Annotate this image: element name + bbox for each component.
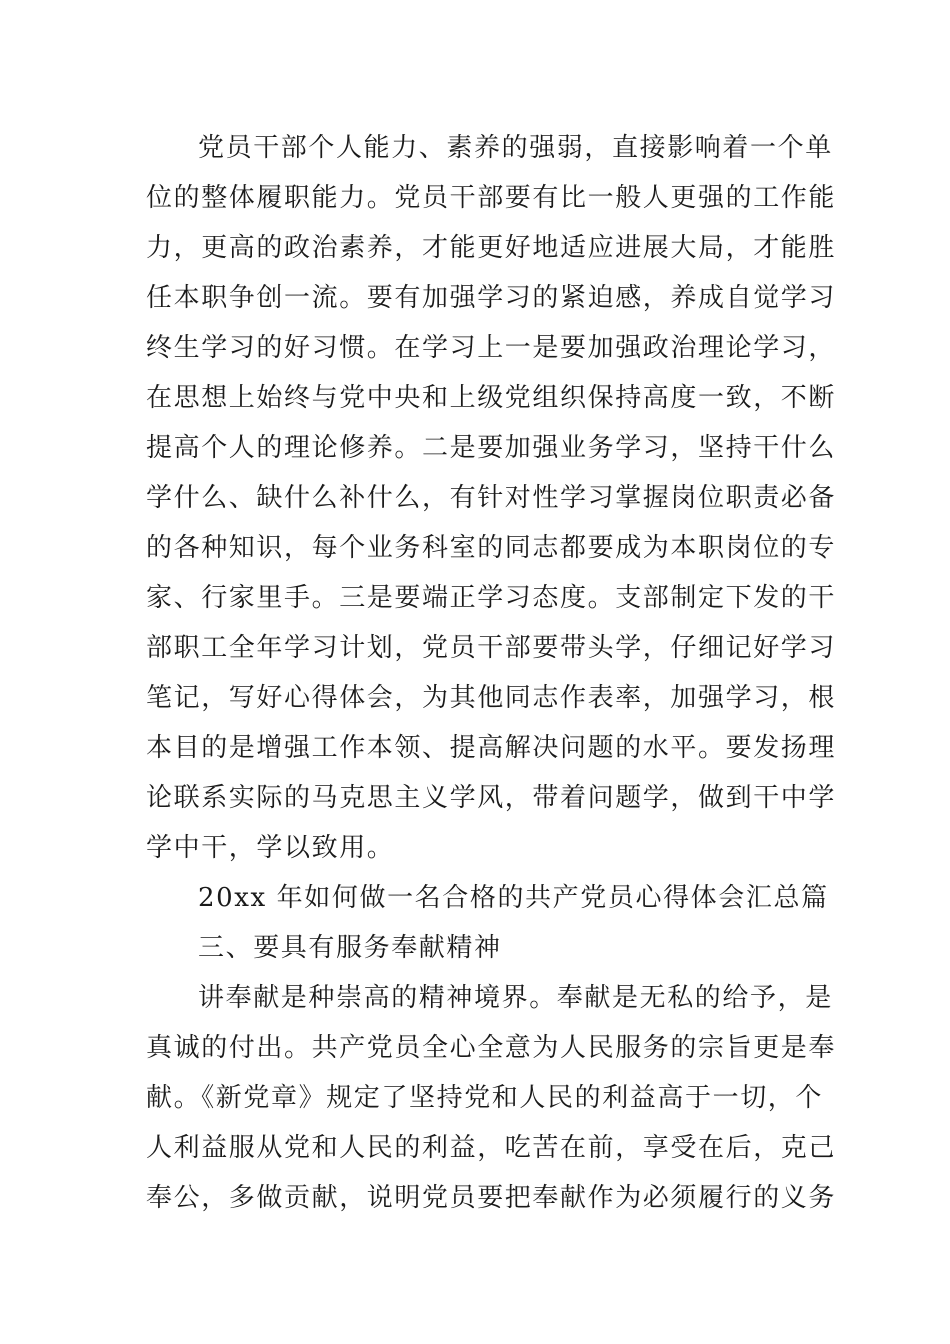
text-line: 任本职争创一流。要有加强学习的紧迫感，养成自觉学习 bbox=[146, 283, 837, 313]
text-line: 终生学习的好习惯。在学习上一是要加强政治理论学习， bbox=[146, 333, 837, 363]
text-line: 学什么、缺什么补什么，有针对性学习掌握岗位职责必备 bbox=[146, 483, 837, 513]
text-line: 家、行家里手。三是要端正学习态度。支部制定下发的干 bbox=[146, 583, 837, 613]
text-line: 讲奉献是种崇高的精神境界。奉献是无私的给予，是 bbox=[198, 983, 833, 1013]
text-line: 笔记，写好心得体会，为其他同志作表率，加强学习，根 bbox=[146, 683, 837, 713]
text-line: 党员干部个人能力、素养的强弱，直接影响着一个单 bbox=[198, 133, 833, 163]
text-line: 力，更高的政治素养，才能更好地适应进展大局，才能胜 bbox=[146, 233, 837, 263]
text-line: 部职工全年学习计划，党员干部要带头学，仔细记好学习 bbox=[146, 633, 837, 663]
text-line: 本目的是增强工作本领、提高解决问题的水平。要发扬理 bbox=[146, 733, 837, 763]
text-line: 学中干，学以致用。 bbox=[146, 833, 395, 863]
section-heading: 三、要具有服务奉献精神 bbox=[198, 933, 502, 963]
text-line: 献。《新党章》规定了坚持党和人民的利益高于一切，个 bbox=[146, 1083, 824, 1113]
text-line: 在思想上始终与党中央和上级党组织保持高度一致，不断 bbox=[146, 383, 837, 413]
text-line: 奉公，多做贡献，说明党员要把奉献作为必须履行的义务 bbox=[146, 1183, 837, 1213]
text-line: 人利益服从党和人民的利益，吃苦在前，享受在后，克己 bbox=[146, 1133, 837, 1163]
text-line: 真诚的付出。共产党员全心全意为人民服务的宗旨更是奉 bbox=[146, 1033, 837, 1063]
text-line: 的各种知识，每个业务科室的同志都要成为本职岗位的专 bbox=[146, 533, 837, 563]
text-line: 论联系实际的马克思主义学风，带着问题学，做到干中学 bbox=[146, 783, 837, 813]
document-title-line: 20xx 年如何做一名合格的共产党员心得体会汇总篇 bbox=[198, 883, 829, 913]
text-line: 位的整体履职能力。党员干部要有比一般人更强的工作能 bbox=[146, 183, 837, 213]
text-line: 提高个人的理论修养。二是要加强业务学习，坚持干什么 bbox=[146, 433, 837, 463]
